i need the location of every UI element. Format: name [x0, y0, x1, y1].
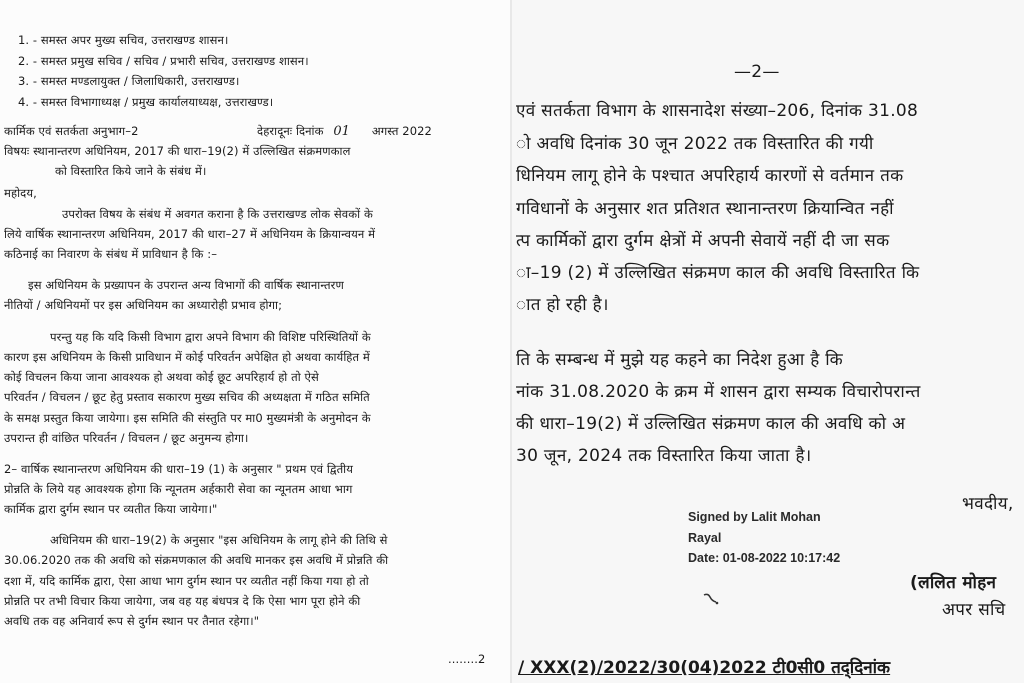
- p2-para1-line-7: ात हो रही है।: [516, 295, 609, 315]
- closing-text: भवदीय,: [962, 494, 1014, 514]
- p2-para1-line-6: ा–19 (2) में उल्लिखित संक्रमण काल की अवधि विस्तारित कि: [516, 263, 920, 283]
- signer-name: (ललित मोहन: [910, 573, 997, 593]
- para3-line-6: उपरान्त ही वांछित परिवर्तन / विचलन / छूट अनुमन्य होगा।: [4, 431, 249, 445]
- para4-line-1: 2– वार्षिक स्थानान्तरण अधिनियम की धारा–19 (1) के अनुसार " प्रथम एवं द्वितीय: [4, 462, 354, 476]
- para5-line-3: दशा में, यदि कार्मिक द्वारा, ऐसा आधा भाग दुर्गम स्थान पर व्यतीत नहीं किया गया हो तो: [4, 574, 369, 588]
- addressee-2: 2. - समस्त प्रमुख सचिव / सचिव / प्रभारी सचिव, उत्तराखण्ड शासन।: [18, 54, 309, 68]
- para5-line-1: अधिनियम की धारा–19(2) के अनुसार "इस अधिनियम के लागू होने की तिथि से: [50, 533, 388, 547]
- para4-line-2: प्रोन्नति के लिये यह आवश्यक होगा कि न्यूनतम अर्हकारी सेवा का न्यूनतम आधा भाग: [4, 482, 353, 496]
- date-prefix: देहरादूनः दिनांक: [257, 124, 324, 138]
- subject-line-1: विषयः स्थानान्तरण अधिनियम, 2017 की धारा–19(2) में उल्लिखित संक्रमणकाल: [4, 144, 351, 158]
- para5-line-4: प्रोन्नति पर तभी विचार किया जायेगा, जब वह यह बंधपत्र दे कि ऐसा भाग पूरा होने की: [4, 594, 361, 608]
- addressee-3: 3. - समस्त मण्डलायुक्त / जिलाधिकारी, उत्तराखण्ड।: [18, 74, 240, 88]
- para1-line-3: कठिनाई का निवारण के संबंध में प्राविधान है कि :–: [4, 247, 218, 261]
- para5-line-2: 30.06.2020 तक की अवधि को संक्रमणकाल की अवधि मानकर इस अवधि में प्रोन्नति की: [4, 553, 389, 567]
- continuation-marker: ........2: [448, 652, 486, 666]
- signature-line-3: Date: 01-08-2022 10:17:42: [688, 551, 841, 565]
- para3-line-5: के समक्ष प्रस्तुत किया जायेगा। इस समिति की संस्तुति पर मा0 मुख्यमंत्री के अनुमोदन के: [4, 411, 371, 425]
- p2-para2-line-2: नांक 31.08.2020 के क्रम में शासन द्वारा सम्यक विचारोपरान्त: [516, 382, 921, 402]
- p2-para1-line-4: गविधानों के अनुसार शत प्रतिशत स्थानान्तरण क्रियान्वित नहीं: [516, 199, 894, 219]
- para3-line-2: कारण इस अधिनियम के किसी प्राविधान में कोई परिवर्तन अपेक्षित हो अथवा कार्यहित में: [4, 350, 370, 364]
- subject-line-2: को विस्तारित किये जाने के संबंध में।: [55, 164, 207, 178]
- letter-page-2: [512, 0, 1024, 683]
- date-month-year: अगस्त 2022: [371, 124, 432, 138]
- date-line: [257, 124, 432, 139]
- addressee-1: 1. - समस्त अपर मुख्य सचिव, उत्तराखण्ड शासन।: [18, 33, 229, 47]
- salutation: महोदय,: [4, 186, 37, 200]
- signature-line-2: Rayal: [688, 531, 722, 545]
- para1-line-1: उपरोक्त विषय के संबंध में अवगत कराना है कि उत्तराखण्ड लोक सेवकों के: [62, 207, 373, 221]
- p2-para1-line-3: धिनियम लागू होने के पश्चात अपरिहार्य कारणों से वर्तमान तक: [516, 166, 904, 186]
- signature-line-1: Signed by Lalit Mohan: [688, 510, 821, 524]
- signer-designation: अपर सचि: [942, 600, 1006, 620]
- p2-para2-line-1: ति के सम्बन्ध में मुझे यह कहने का निदेश हुआ है कि: [516, 350, 844, 370]
- p2-para2-line-4: 30 जून, 2024 तक विस्तारित किया जाता है।: [516, 446, 812, 466]
- para3-line-3: कोई विचलन किया जाना आवश्यक हो अथवा कोई छूट अपरिहार्य हो तो ऐसे: [4, 370, 319, 384]
- para3-line-4: परिवर्तन / विचलन / छूट हेतु प्रस्ताव सकारण मुख्य सचिव की अध्यक्षता में गठित समिति: [4, 390, 370, 404]
- p2-para2-line-3: की धारा–19(2) में उल्लिखित संक्रमण काल की अवधि को अ: [516, 414, 906, 434]
- p2-para1-line-2: ो अवधि दिनांक 30 जून 2022 तक विस्तारित की गयी: [516, 134, 874, 154]
- p2-para1-line-5: त्प कार्मिकों द्वारा दुर्गम क्षेत्रों में अपनी सेवायें नहीं दी जा सक: [516, 231, 890, 251]
- page-number: —2—: [734, 62, 780, 82]
- para2-line-1: इस अधिनियम के प्रख्यापन के उपरान्त अन्य विभागों की वार्षिक स्थानान्तरण: [28, 278, 344, 292]
- section-name: कार्मिक एवं सतर्कता अनुभाग–2: [4, 124, 139, 138]
- reference-number: / XXX(2)/2022/30(04)2022 टी0सी0 तद्‌दिनांक: [518, 658, 891, 678]
- p2-para1-line-1: एवं सतर्कता विभाग के शासनादेश संख्या–206, दिनांक 31.08: [516, 101, 919, 121]
- para3-line-1: परन्तु यह कि यदि किसी विभाग द्वारा अपने विभाग की विशिष्ट परिस्थितियों के: [50, 330, 371, 344]
- para2-line-2: नीतियों / अधिनियमों पर इस अधिनियम का अध्यारोही प्रभाव होगा;: [4, 298, 283, 312]
- date-day: 01: [333, 124, 351, 139]
- para4-line-3: कार्मिक द्वारा दुर्गम स्थान पर व्यतीत किया जायेगा।": [4, 502, 218, 516]
- para5-line-5: अवधि तक वह अनिवार्य रूप से दुर्गम स्थान पर तैनात रहेगा।": [4, 614, 260, 628]
- para1-line-2: लिये वार्षिक स्थानान्तरण अधिनियम, 2017 की धारा–27 में अधिनियम के क्रियान्वयन में: [4, 227, 376, 241]
- addressee-4: 4. - समस्त विभागाध्यक्ष / प्रमुख कार्यालयाध्यक्ष, उत्तराखण्ड।: [18, 95, 274, 109]
- pen-mark-icon: [702, 592, 722, 606]
